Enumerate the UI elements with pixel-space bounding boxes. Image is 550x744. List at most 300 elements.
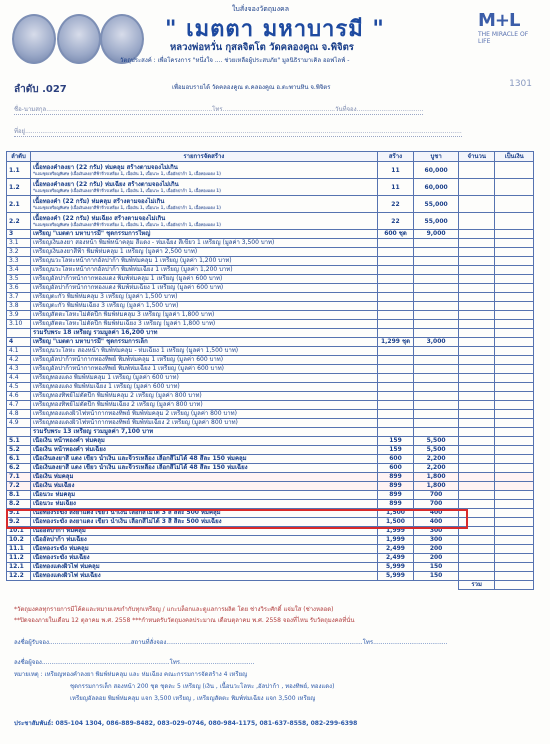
row-amount-input[interactable] [495,196,534,213]
row-note: *แถมชุดเหรียญพิเศษ (เนื้อเงินลงยาสีฟ้าจีวรเหลือง 1, เนื้อเงิน 1, เนื้อนวะ 1, เนื้ออัลปาก้า 1, เนื้อทองแดง 1) [32,188,221,193]
row-description-text: เหรียญทองแดงผิวไฟหน้ากากทองทิพย์ พิมพ์ห่มคลุม 2 เหรียญ (มูลค่า 800 บาท) [32,410,237,417]
row-description [30,392,377,401]
row-number: 10.1 [7,527,31,536]
row-description [30,179,377,196]
row-amount-input[interactable] [495,392,534,401]
row-number: 4.4 [7,374,31,383]
row-amount-input[interactable] [495,266,534,275]
row-number: 4.3 [7,365,31,374]
highlight-box [6,509,468,529]
total-label: รวม [458,581,494,590]
row-number: 3.7 [7,293,31,302]
form-number-right: 1301 [509,79,532,89]
row-price: 700 [414,500,459,509]
row-amount-input[interactable] [495,509,534,518]
row-amount-input[interactable] [495,500,534,509]
row-amount-input[interactable] [495,311,534,320]
row-quantity-input[interactable] [458,554,494,563]
row-price: 200 [414,554,459,563]
row-quantity-input[interactable] [458,320,494,329]
row-made-count: 1,299 ชุด [377,338,413,347]
row-made-count [377,428,413,437]
table-row [7,401,534,410]
row-price [414,428,459,437]
row-price: 2,200 [414,455,459,464]
row-made-count [377,293,413,302]
row-number: 3.8 [7,302,31,311]
row-quantity-input[interactable] [458,293,494,302]
row-number: 3.9 [7,311,31,320]
page-title: " เมตตา มหาบารมี " [165,16,385,42]
row-amount-input[interactable] [495,383,534,392]
row-amount-input[interactable] [495,419,534,428]
table-row [7,257,534,266]
row-price [414,419,459,428]
col-header-qty: จำนวน [458,152,494,162]
row-amount-input[interactable] [495,257,534,266]
row-description [30,554,377,563]
row-amount-input[interactable] [495,374,534,383]
row-quantity-input[interactable] [458,329,494,338]
row-amount-input[interactable] [495,239,534,248]
col-header-no: ลำดับ [7,152,31,162]
row-description-text: เหรียญ "เมตตา มหาบารมี" ชุดกรรมการเล็ก [32,338,148,345]
row-quantity-input[interactable] [458,347,494,356]
row-number: 3.10 [7,320,31,329]
row-quantity-input[interactable] [458,266,494,275]
row-description [30,338,377,347]
row-made-count: 1,999 [377,536,413,545]
col-header-item: รายการจัดสร้าง [30,152,377,162]
row-price: 150 [414,563,459,572]
row-quantity-input[interactable] [458,437,494,446]
row-description-text: เหรียญเงินลงยาสีฟ้า พิมพ์ห่มคลุม 1 เหรียญ (มูลค่า 2,500 บาท) [32,248,198,255]
row-description-text: เหรียญทองแดง พิมพ์ห่มเฉียง 1 เหรียญ (มูลค่า 600 บาท) [32,383,180,390]
table-row [7,464,534,473]
table-row [7,239,534,248]
row-price [414,401,459,410]
row-quantity-input[interactable] [458,482,494,491]
table-row [7,356,534,365]
row-made-count [377,320,413,329]
row-amount-input[interactable] [495,446,534,455]
row-number: 5.2 [7,446,31,455]
row-amount-input[interactable] [495,338,534,347]
receiver-signature-line[interactable]: ลงชื่อผู้รับจอง...........................................สถานที่สั่งจอง.......................................................................................................โทร....................................... [14,639,448,646]
row-amount-input[interactable] [495,473,534,482]
table-row [7,500,534,509]
row-made-count [377,383,413,392]
row-quantity-input[interactable] [458,383,494,392]
table-row [7,196,534,213]
row-number: 3.3 [7,257,31,266]
row-quantity-input[interactable] [458,563,494,572]
table-row [7,536,534,545]
row-description-text: เหรียญทองแดง พิมพ์ห่มคลุม 1 เหรียญ (มูลค่า 600 บาท) [32,374,179,381]
row-made-count [377,248,413,257]
row-quantity-input[interactable] [458,179,494,196]
col-header-amount: เป็นเงิน [495,152,534,162]
row-amount-input[interactable] [495,518,534,527]
row-number: 4.7 [7,401,31,410]
row-description [30,437,377,446]
row-quantity-input[interactable] [458,257,494,266]
row-quantity-input[interactable] [458,338,494,347]
table-row [7,392,534,401]
table-row [7,545,534,554]
row-amount-input[interactable] [495,527,534,536]
row-made-count [377,356,413,365]
row-made-count [377,392,413,401]
row-price [414,410,459,419]
row-amount-input[interactable] [495,437,534,446]
row-number: 8.1 [7,491,31,500]
contact-line: ประชาสัมพันธ์: 085-104 1304, 086-889-8482, 083-029-0746, 080-984-1175, 081-637-8558, 082-299-6398 [14,720,358,727]
row-description-text: เหรียญสัตตะโลหะไม่ตัดปีก พิมพ์ห่มเฉียง 3 เหรียญ (มูลค่า 1,800 บาท) [32,320,216,327]
row-made-count [377,266,413,275]
remark-2: ชุดกรรมการเล็ก สองหน้า 200 ชุด ชุดละ 5 เหรียญ (เงิน , เนื้อนวะโลหะ ,อัลปาก้า , ทองทิพย์, ทองแดง) [70,683,335,690]
row-amount-input[interactable] [495,284,534,293]
row-number: 4.9 [7,419,31,428]
table-row [7,275,534,284]
row-made-count: 22 [377,196,413,213]
row-made-count: 5,999 [377,572,413,581]
row-price [414,356,459,365]
row-amount-input[interactable] [495,356,534,365]
row-price [414,365,459,374]
row-amount-input[interactable] [495,329,534,338]
table-row [7,473,534,482]
row-price [414,311,459,320]
row-description-text: เนื้อทองระฆัง ลงยาแดง เขียว น้ำเงิน เลือกสีไม่ได้ 3 สี สีละ 500 ห่มคลุม [32,509,221,516]
table-row [7,347,534,356]
row-amount-input[interactable] [495,320,534,329]
brand-logo: M+L THE MIRACLE OF LIFE [478,10,529,45]
form-number: ลำดับ .027 [14,84,67,95]
row-number: 9.2 [7,518,31,527]
row-number: 7.1 [7,473,31,482]
remark-3: เหรียญอัลลอย พิมพ์ห่มคลุม แจก 3,500 เหรียญ , เหรียญสัตตะ พิมพ์ห่มเฉียง แจก 3,500 เหรียญ [70,695,316,702]
row-made-count: 899 [377,482,413,491]
row-amount-input[interactable] [495,275,534,284]
row-description [30,464,377,473]
table-row [7,410,534,419]
table-row [7,365,534,374]
row-made-count: 899 [377,473,413,482]
row-number: 1.1 [7,162,31,179]
row-description [30,365,377,374]
row-description-text: เหรียญทองทิพย์ไม่ตัดปีก พิมพ์ห่มเฉียง 2 เหรียญ (มูลค่า 800 บาท) [32,401,203,408]
row-description [30,266,377,275]
row-amount-input[interactable] [495,162,534,179]
row-description [30,248,377,257]
row-number: 9.1 [7,509,31,518]
row-amount-input[interactable] [495,410,534,419]
row-made-count: 5,999 [377,563,413,572]
table-row [7,572,534,581]
coin-image-middle [57,14,101,64]
row-description-text: เนื้อเงินลงยาสี แดง เขียว น้ำเงิน และจีวรเหลือง เลือกสีไม่ได้ 48 สี๊ละ 150 ห่มเฉียง [32,464,248,471]
row-made-count: 159 [377,446,413,455]
row-note: *แถมชุดเหรียญพิเศษ (เนื้อเงินลงยาสีฟ้าจีวรเหลือง 1, เนื้อเงิน 1, เนื้อนวะ 1, เนื้ออัลปาก้า 1, เนื้อทองแดง 1) [32,171,221,176]
row-description [30,446,377,455]
table-row [7,419,534,428]
row-made-count [377,419,413,428]
row-note: *แถมชุดเหรียญพิเศษ (เนื้อเงินลงยาสีฟ้าจีวรเหลือง 1, เนื้อเงิน 1, เนื้อนวะ 1, เนื้ออัลปาก้า 1, เนื้อทองแดง 1) [32,205,221,210]
row-amount-input[interactable] [495,536,534,545]
row-quantity-input[interactable] [458,428,494,437]
row-made-count [377,275,413,284]
row-description-text: รวมรับพระ 13 เหรียญ รวมมูลค่า 7,100 บาท [32,428,154,435]
table-row [7,293,534,302]
table-row [7,179,534,196]
row-description [30,239,377,248]
row-note: *แถมชุดเหรียญพิเศษ (เนื้อเงินลงยาสีฟ้าจีวรเหลือง 1, เนื้อเงิน 1, เนื้อนวะ 1, เนื้ออัลปาก้า 1, เนื้อทองแดง 1) [32,222,221,227]
row-amount-input[interactable] [495,491,534,500]
address-field[interactable]: ที่อยู่..................................................................................................................................................................................................................................... [14,128,462,135]
row-number: 8.2 [7,500,31,509]
table-row [7,383,534,392]
row-amount-input[interactable] [495,455,534,464]
row-quantity-input[interactable] [458,213,494,230]
row-amount-input[interactable] [495,213,534,230]
row-amount-input[interactable] [495,302,534,311]
row-quantity-input[interactable] [458,162,494,179]
row-price: 3,000 [414,338,459,347]
table-row [7,266,534,275]
row-description-text: เนื้อนวะ ห่มเฉียง [32,500,76,507]
table-row [7,554,534,563]
row-amount-input[interactable] [495,347,534,356]
row-made-count: 159 [377,437,413,446]
table-row [7,248,534,257]
row-description [30,410,377,419]
table-row [7,428,534,437]
row-quantity-input[interactable] [458,401,494,410]
row-description-text: เหรียญ "เมตตา มหาบารมี" ชุดกรรมการใหญ่ [32,230,151,237]
row-made-count [377,311,413,320]
coin-image-left [12,14,56,64]
table-row [7,491,534,500]
row-description [30,563,377,572]
row-made-count: 2,499 [377,545,413,554]
row-price: 150 [414,572,459,581]
row-description-text: เนื้อทองคำ (22 กรัม) ห่มคลุม สร้างตามจองไม่เกิน [32,198,165,205]
row-quantity-input[interactable] [458,464,494,473]
row-number [7,428,31,437]
row-description [30,500,377,509]
row-made-count [377,401,413,410]
row-made-count: 600 [377,455,413,464]
row-description-text: เนื้อเงิน หน้าทองคำ ห่มคลุม [32,437,105,444]
col-header-price: บูชา [414,152,459,162]
row-number: 12.1 [7,563,31,572]
footnote-1: *วัตถุมงคลทุกรายการมีโค้ดและหมายเลขกำกับทุกเหรียญ / แกะบล็อกและดูแลการผลิต โดย ช่างวิระศักดิ์ แจ่มใส (ช่างหลอด) [14,606,334,613]
row-description-text: เนื้อทองระฆัง ห่มคลุม [32,545,89,552]
row-description-text: เหรียญอัลปาก้าหน้ากากทองแดง พิมพ์ห่มเฉียง 1 เหรียญ (มูลค่า 600 บาท) [32,284,224,291]
row-quantity-input[interactable] [458,248,494,257]
row-description [30,329,377,338]
subtitle: หลวงพ่อหวั่น กุสลจิตโต วัดคลองคูณ จ.พิจิตร [170,42,354,53]
row-made-count: 1,999 [377,527,413,536]
row-amount-input[interactable] [495,563,534,572]
row-description [30,311,377,320]
row-number: 3 [7,230,31,239]
row-made-count [377,365,413,374]
row-description-text: เนื้อเงินลงยาสี แดง เขียว น้ำเงิน และจีวรเหลือง เลือกสีไม่ได้ 48 สี๊ละ 150 ห่มคลุม [32,455,247,462]
row-description [30,572,377,581]
row-number: 11.1 [7,545,31,554]
orderer-signature-line[interactable]: ลงชื่อผู้จอง...................................................................โทร....................................... [14,659,255,666]
row-made-count [377,302,413,311]
row-description-text: เหรียญทองแดงผิวไฟหน้ากากทองทิพย์ พิมพ์ห่มเฉียง 2 เหรียญ (มูลค่า 800 บาท) [32,419,238,426]
row-price [414,284,459,293]
row-made-count: 22 [377,213,413,230]
row-description-text: เหรียญทองทิพย์ไม่ตัดปีก พิมพ์ห่มคลุม 2 เหรียญ (มูลค่า 800 บาท) [32,392,202,399]
row-number: 4.6 [7,392,31,401]
row-quantity-input[interactable] [458,302,494,311]
row-quantity-input[interactable] [458,500,494,509]
row-amount-input[interactable] [495,230,534,239]
row-price [414,392,459,401]
row-made-count: 600 ชุด [377,230,413,239]
table-row [7,320,534,329]
row-made-count [377,347,413,356]
row-amount-input[interactable] [495,482,534,491]
row-description [30,275,377,284]
remark-1: หมายเหตุ : เหรียญทองคำลงยา พิมพ์ห่มคลุม และ ห่มเฉียง คณะกรรมการจัดสร้าง 4 เหรียญ [14,671,248,678]
row-description [30,196,377,213]
row-description-text: เนื้อนวะ ห่มคลุม [32,491,76,498]
row-description [30,320,377,329]
row-quantity-input[interactable] [458,491,494,500]
row-description [30,257,377,266]
row-number: 5.1 [7,437,31,446]
row-description-text: เหรียญอัลปาก้าหน้ากากทองทิพย์ พิมพ์ห่มคลุม 1 เหรียญ (มูลค่า 600 บาท) [32,356,224,363]
row-amount-input[interactable] [495,401,534,410]
table-row [7,284,534,293]
row-description [30,230,377,239]
row-quantity-input[interactable] [458,455,494,464]
footnote-2: **ปิดจองภายในเดือน 12 ตุลาคม พ.ศ. 2558 ***กำหนดรับวัตถุมงคลประมาณ เดือนตุลาคม พ.ศ. 2558 จองที่ไหน รับวัตถุมงคลที่นั่น [14,617,355,624]
row-price [414,329,459,338]
col-header-made: สร้าง [377,152,413,162]
row-quantity-input[interactable] [458,365,494,374]
row-description [30,347,377,356]
row-number: 6.2 [7,464,31,473]
row-description [30,401,377,410]
table-row [7,338,534,347]
row-description [30,536,377,545]
row-price [414,347,459,356]
row-amount-input[interactable] [495,365,534,374]
row-description [30,491,377,500]
table-row [7,302,534,311]
row-number: 10.2 [7,536,31,545]
row-amount-input[interactable] [495,179,534,196]
row-amount-input[interactable] [495,545,534,554]
row-quantity-input[interactable] [458,374,494,383]
row-description-text: เนื้ออัลปาก้า ห่มคลุม [32,527,86,534]
table-row [7,455,534,464]
row-quantity-input[interactable] [458,410,494,419]
row-number: 2.2 [7,213,31,230]
row-description-text: เหรียญนวะโลหะหน้ากากอัลปาก้า พิมพ์ห่มเฉียง 1 เหรียญ (มูลค่า 1,200 บาท) [32,266,233,273]
row-quantity-input[interactable] [458,419,494,428]
row-made-count: 11 [377,162,413,179]
row-quantity-input[interactable] [458,239,494,248]
row-description [30,293,377,302]
row-description-text: เนื้อทองแดงผิวไฟ ห่มคลุม [32,563,100,570]
row-quantity-input[interactable] [458,284,494,293]
row-amount-input[interactable] [495,554,534,563]
row-made-count: 899 [377,500,413,509]
row-quantity-input[interactable] [458,196,494,213]
row-price: 1,800 [414,473,459,482]
name-field[interactable]: ชื่อ-นามสกุล.......................................................................................โทร...........................................................วันที่จอง................................... [14,106,424,113]
row-description-text: เนื้อทองระฆัง ห่มเฉียง [32,554,90,561]
table-row [7,482,534,491]
row-description-text: เนื้อเงิน ห่มเฉียง [32,482,75,489]
row-description-text: เนื้ออัลปาก้า ห่มเฉียง [32,536,87,543]
row-number: 3.4 [7,266,31,275]
row-quantity-input[interactable] [458,446,494,455]
row-quantity-input[interactable] [458,545,494,554]
row-description-text: เหรียญนวะโลหะ สองหน้า พิมพ์ห่มคลุม - ห่มเฉียง 1 เหรียญ (มูลค่า 1,500 บาท) [32,347,239,354]
row-description-text: เนื้อทองคำลงยา (22 กรัม) ห่มคลุม สร้างตามจองไม่เกิน [32,164,178,171]
row-amount-input[interactable] [495,428,534,437]
row-price: 1,800 [414,482,459,491]
row-quantity-input[interactable] [458,572,494,581]
row-amount-input[interactable] [495,572,534,581]
row-number: 4.1 [7,347,31,356]
row-made-count: 899 [377,491,413,500]
row-number: 6.1 [7,455,31,464]
row-description [30,473,377,482]
row-amount-input[interactable] [495,248,534,257]
total-amount-cell[interactable] [495,581,534,590]
row-quantity-input[interactable] [458,473,494,482]
row-quantity-input[interactable] [458,275,494,284]
row-made-count: 1,500 [377,518,413,527]
row-description-text: เนื้อทองคำลงยา (22 กรัม) ห่มเฉียง สร้างตามจองไม่เกิน [32,181,179,188]
table-row [7,230,534,239]
row-price: 400 [414,509,459,518]
row-quantity-input[interactable] [458,536,494,545]
row-description-text: เนื้อทองแดงผิวไฟ ห่มเฉียง [32,572,101,579]
row-amount-input[interactable] [495,464,534,473]
form-type-label: ใบสั่งจองวัตถุมงคล [232,5,289,13]
table-row [7,437,534,446]
row-price [414,374,459,383]
row-quantity-input[interactable] [458,356,494,365]
row-number: 3.5 [7,275,31,284]
row-price [414,275,459,284]
row-number: 4.5 [7,383,31,392]
row-made-count [377,329,413,338]
row-made-count: 11 [377,179,413,196]
row-number [7,329,31,338]
row-price [414,383,459,392]
row-quantity-input[interactable] [458,230,494,239]
row-amount-input[interactable] [495,293,534,302]
row-quantity-input[interactable] [458,392,494,401]
table-row [7,311,534,320]
row-number: 1.2 [7,179,31,196]
row-quantity-input[interactable] [458,311,494,320]
row-description [30,162,377,179]
row-description [30,428,377,437]
